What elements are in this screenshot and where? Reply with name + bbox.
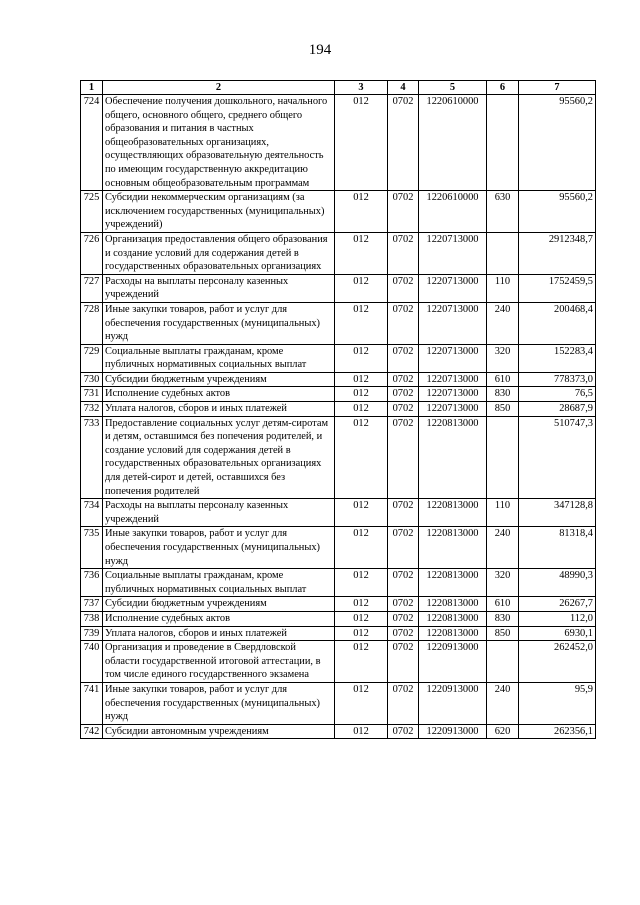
row-target-code: 1220610000 bbox=[419, 95, 487, 191]
row-section-code: 0702 bbox=[388, 344, 419, 372]
table-row bbox=[81, 232, 596, 274]
row-number: 734 bbox=[81, 499, 103, 527]
table-row bbox=[81, 302, 596, 344]
row-name: Субсидии бюджетным учреждениям bbox=[103, 372, 335, 387]
row-name: Иные закупки товаров, работ и услуг для обеспечения государственных (муниципальных) нужд bbox=[103, 682, 335, 724]
row-name: Исполнение судебных актов bbox=[103, 611, 335, 626]
row-target-code: 1220713000 bbox=[419, 387, 487, 402]
row-ministry-code: 012 bbox=[335, 527, 388, 569]
row-number: 732 bbox=[81, 402, 103, 417]
page-number: 194 bbox=[308, 42, 332, 58]
row-name: Предоставление социальных услуг детям-сиротам и детям, оставшимся без попечения родителей, и создание условий для содержания детей в государственных образовательных организациях для детей-сирот и детей, оставшихся без попечения родителей bbox=[103, 416, 335, 499]
table-row bbox=[81, 372, 596, 387]
row-section-code: 0702 bbox=[388, 191, 419, 233]
row-expense-type: 610 bbox=[487, 372, 519, 387]
row-name: Уплата налогов, сборов и иных платежей bbox=[103, 626, 335, 641]
table-row bbox=[81, 402, 596, 417]
table-row bbox=[81, 499, 596, 527]
table-row bbox=[81, 344, 596, 372]
row-ministry-code: 012 bbox=[335, 274, 388, 302]
row-section-code: 0702 bbox=[388, 597, 419, 612]
row-number: 742 bbox=[81, 724, 103, 739]
row-expense-type: 240 bbox=[487, 527, 519, 569]
row-amount: 2912348,7 bbox=[519, 232, 596, 274]
row-number: 735 bbox=[81, 527, 103, 569]
table-row bbox=[81, 416, 596, 499]
row-expense-type bbox=[487, 232, 519, 274]
row-expense-type: 620 bbox=[487, 724, 519, 739]
row-expense-type: 610 bbox=[487, 597, 519, 612]
row-target-code: 1220813000 bbox=[419, 499, 487, 527]
row-section-code: 0702 bbox=[388, 416, 419, 499]
header-col-5: 5 bbox=[419, 81, 487, 95]
table-row bbox=[81, 641, 596, 683]
table-row bbox=[81, 387, 596, 402]
table-row bbox=[81, 274, 596, 302]
row-target-code: 1220813000 bbox=[419, 416, 487, 499]
row-name: Организация предоставления общего образования и создание условий для содержания детей в государственных образовательных организациях bbox=[103, 232, 335, 274]
row-expense-type: 830 bbox=[487, 387, 519, 402]
row-number: 739 bbox=[81, 626, 103, 641]
row-amount: 26267,7 bbox=[519, 597, 596, 612]
row-ministry-code: 012 bbox=[335, 191, 388, 233]
table-body bbox=[81, 95, 596, 739]
row-number: 724 bbox=[81, 95, 103, 191]
row-section-code: 0702 bbox=[388, 499, 419, 527]
table-row bbox=[81, 569, 596, 597]
header-col-2: 2 bbox=[103, 81, 335, 95]
row-section-code: 0702 bbox=[388, 402, 419, 417]
row-name: Уплата налогов, сборов и иных платежей bbox=[103, 402, 335, 417]
table-row bbox=[81, 95, 596, 191]
row-ministry-code: 012 bbox=[335, 344, 388, 372]
row-section-code: 0702 bbox=[388, 724, 419, 739]
row-expense-type bbox=[487, 416, 519, 499]
row-number: 741 bbox=[81, 682, 103, 724]
table-row bbox=[81, 597, 596, 612]
row-target-code: 1220610000 bbox=[419, 191, 487, 233]
row-target-code: 1220813000 bbox=[419, 527, 487, 569]
row-number: 733 bbox=[81, 416, 103, 499]
row-amount: 95560,2 bbox=[519, 191, 596, 233]
row-name: Иные закупки товаров, работ и услуг для обеспечения государственных (муниципальных) нужд bbox=[103, 302, 335, 344]
row-expense-type: 850 bbox=[487, 626, 519, 641]
header-col-3: 3 bbox=[335, 81, 388, 95]
row-target-code: 1220713000 bbox=[419, 344, 487, 372]
row-section-code: 0702 bbox=[388, 274, 419, 302]
table-row bbox=[81, 682, 596, 724]
row-target-code: 1220713000 bbox=[419, 302, 487, 344]
row-expense-type: 240 bbox=[487, 682, 519, 724]
budget-table bbox=[80, 80, 596, 739]
row-target-code: 1220913000 bbox=[419, 682, 487, 724]
row-target-code: 1220713000 bbox=[419, 372, 487, 387]
row-number: 725 bbox=[81, 191, 103, 233]
row-target-code: 1220813000 bbox=[419, 611, 487, 626]
row-section-code: 0702 bbox=[388, 626, 419, 641]
row-target-code: 1220913000 bbox=[419, 724, 487, 739]
row-name: Организация и проведение в Свердловской области государственной итоговой аттестации, в том числе единого государственного экзамена bbox=[103, 641, 335, 683]
row-target-code: 1220713000 bbox=[419, 274, 487, 302]
row-ministry-code: 012 bbox=[335, 232, 388, 274]
table-row bbox=[81, 527, 596, 569]
row-ministry-code: 012 bbox=[335, 597, 388, 612]
table-header bbox=[81, 81, 596, 95]
row-amount: 95,9 bbox=[519, 682, 596, 724]
row-number: 740 bbox=[81, 641, 103, 683]
row-expense-type bbox=[487, 641, 519, 683]
row-section-code: 0702 bbox=[388, 527, 419, 569]
row-name: Расходы на выплаты персоналу казенных учреждений bbox=[103, 499, 335, 527]
row-expense-type: 630 bbox=[487, 191, 519, 233]
row-target-code: 1220913000 bbox=[419, 641, 487, 683]
row-section-code: 0702 bbox=[388, 302, 419, 344]
table-row bbox=[81, 724, 596, 739]
row-ministry-code: 012 bbox=[335, 387, 388, 402]
row-expense-type: 830 bbox=[487, 611, 519, 626]
row-number: 727 bbox=[81, 274, 103, 302]
row-ministry-code: 012 bbox=[335, 416, 388, 499]
row-amount: 262356,1 bbox=[519, 724, 596, 739]
row-amount: 347128,8 bbox=[519, 499, 596, 527]
row-amount: 95560,2 bbox=[519, 95, 596, 191]
row-ministry-code: 012 bbox=[335, 95, 388, 191]
row-expense-type bbox=[487, 95, 519, 191]
header-col-1: 1 bbox=[81, 81, 103, 95]
row-number: 736 bbox=[81, 569, 103, 597]
row-amount: 28687,9 bbox=[519, 402, 596, 417]
table-row bbox=[81, 626, 596, 641]
row-ministry-code: 012 bbox=[335, 302, 388, 344]
row-name: Субсидии бюджетным учреждениям bbox=[103, 597, 335, 612]
row-section-code: 0702 bbox=[388, 232, 419, 274]
row-ministry-code: 012 bbox=[335, 402, 388, 417]
row-number: 726 bbox=[81, 232, 103, 274]
row-number: 737 bbox=[81, 597, 103, 612]
row-ministry-code: 012 bbox=[335, 499, 388, 527]
row-target-code: 1220813000 bbox=[419, 597, 487, 612]
row-expense-type: 320 bbox=[487, 344, 519, 372]
row-section-code: 0702 bbox=[388, 387, 419, 402]
row-name: Обеспечение получения дошкольного, начального общего, основного общего, среднего общего образования и питания в частных общеобразовательных организациях, осуществляющих образовательную деятельность по имеющим государственную аккредитацию основным общеобразовательным программам bbox=[103, 95, 335, 191]
header-row bbox=[81, 81, 596, 95]
table-row bbox=[81, 191, 596, 233]
row-ministry-code: 012 bbox=[335, 626, 388, 641]
row-name: Субсидии некоммерческим организациям (за исключением государственных (муниципальных) учреждений) bbox=[103, 191, 335, 233]
row-amount: 778373,0 bbox=[519, 372, 596, 387]
row-expense-type: 850 bbox=[487, 402, 519, 417]
row-amount: 510747,3 bbox=[519, 416, 596, 499]
row-amount: 76,5 bbox=[519, 387, 596, 402]
header-col-6: 6 bbox=[487, 81, 519, 95]
row-number: 730 bbox=[81, 372, 103, 387]
row-target-code: 1220813000 bbox=[419, 569, 487, 597]
row-ministry-code: 012 bbox=[335, 611, 388, 626]
row-expense-type: 240 bbox=[487, 302, 519, 344]
row-number: 738 bbox=[81, 611, 103, 626]
row-ministry-code: 012 bbox=[335, 682, 388, 724]
row-section-code: 0702 bbox=[388, 641, 419, 683]
row-expense-type: 110 bbox=[487, 499, 519, 527]
table-row bbox=[81, 611, 596, 626]
row-name: Расходы на выплаты персоналу казенных учреждений bbox=[103, 274, 335, 302]
row-target-code: 1220713000 bbox=[419, 402, 487, 417]
row-amount: 81318,4 bbox=[519, 527, 596, 569]
row-number: 731 bbox=[81, 387, 103, 402]
row-amount: 1752459,5 bbox=[519, 274, 596, 302]
header-col-7: 7 bbox=[519, 81, 596, 95]
header-col-4: 4 bbox=[388, 81, 419, 95]
row-number: 729 bbox=[81, 344, 103, 372]
row-amount: 262452,0 bbox=[519, 641, 596, 683]
row-name: Субсидии автономным учреждениям bbox=[103, 724, 335, 739]
row-name: Социальные выплаты гражданам, кроме публичных нормативных социальных выплат bbox=[103, 344, 335, 372]
row-name: Исполнение судебных актов bbox=[103, 387, 335, 402]
row-ministry-code: 012 bbox=[335, 372, 388, 387]
row-amount: 200468,4 bbox=[519, 302, 596, 344]
row-name: Социальные выплаты гражданам, кроме публичных нормативных социальных выплат bbox=[103, 569, 335, 597]
row-section-code: 0702 bbox=[388, 95, 419, 191]
row-target-code: 1220813000 bbox=[419, 626, 487, 641]
row-ministry-code: 012 bbox=[335, 724, 388, 739]
row-section-code: 0702 bbox=[388, 611, 419, 626]
row-amount: 112,0 bbox=[519, 611, 596, 626]
row-expense-type: 320 bbox=[487, 569, 519, 597]
row-number: 728 bbox=[81, 302, 103, 344]
row-amount: 152283,4 bbox=[519, 344, 596, 372]
row-amount: 48990,3 bbox=[519, 569, 596, 597]
row-name: Иные закупки товаров, работ и услуг для обеспечения государственных (муниципальных) нужд bbox=[103, 527, 335, 569]
row-ministry-code: 012 bbox=[335, 641, 388, 683]
row-target-code: 1220713000 bbox=[419, 232, 487, 274]
row-expense-type: 110 bbox=[487, 274, 519, 302]
row-amount: 6930,1 bbox=[519, 626, 596, 641]
row-section-code: 0702 bbox=[388, 372, 419, 387]
row-section-code: 0702 bbox=[388, 682, 419, 724]
row-ministry-code: 012 bbox=[335, 569, 388, 597]
row-section-code: 0702 bbox=[388, 569, 419, 597]
